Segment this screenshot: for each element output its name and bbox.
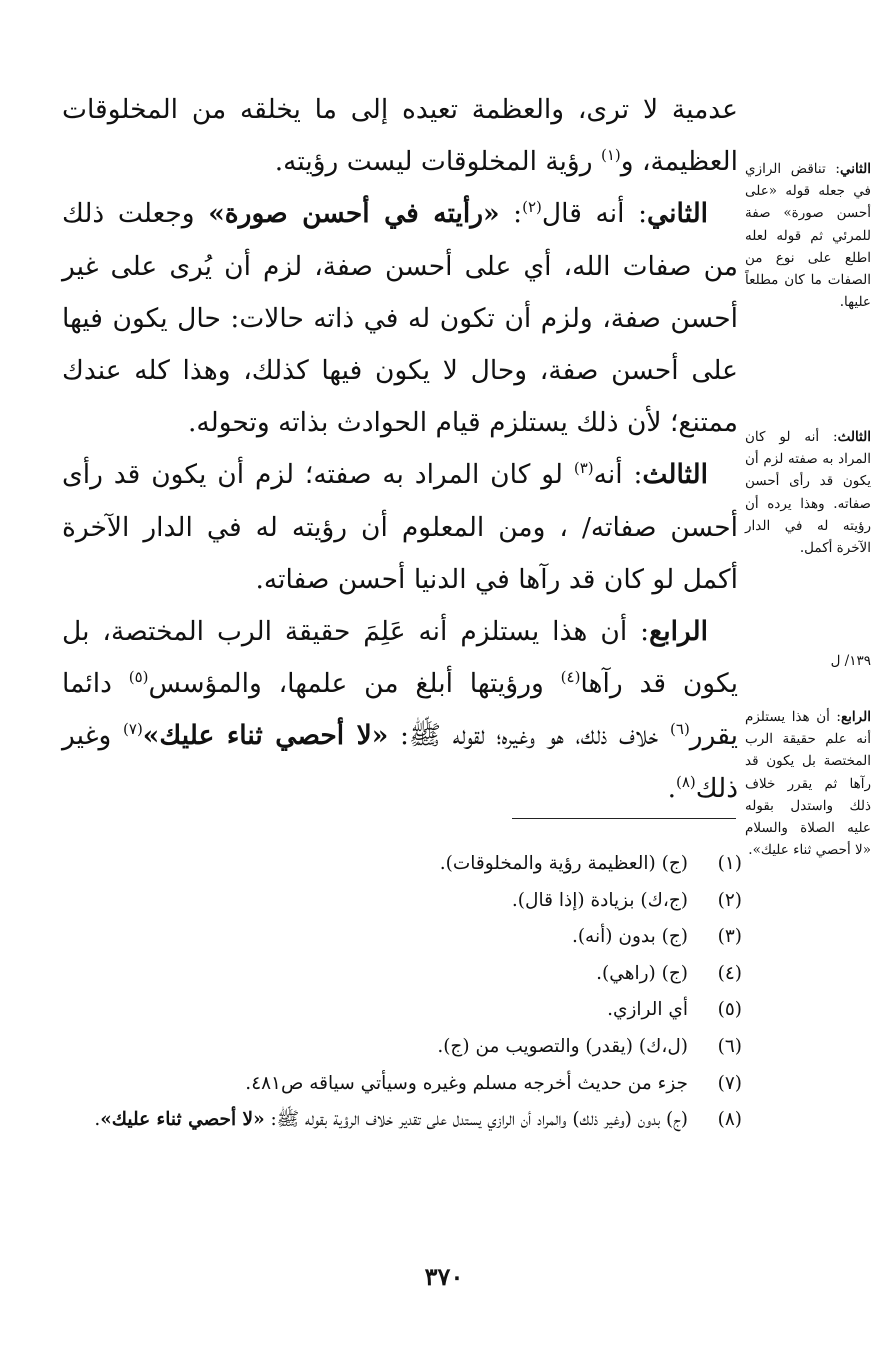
footnote-number: (٨) — [717, 1109, 742, 1131]
footnote-separator — [512, 818, 736, 819]
footnote-ref[interactable]: (٦) — [670, 720, 690, 739]
footnote-text: (ج) (العظيمة رؤية والمخلوقات). — [439, 853, 688, 874]
footnote-3 — [62, 919, 742, 956]
hadith-quote: «لا أحصي ثناء عليك» — [142, 720, 389, 752]
footnote-5 — [62, 992, 742, 1029]
paragraph-2 — [62, 188, 738, 449]
footnote-text: (ج،ك) بزيادة (إذا قال). — [511, 889, 688, 911]
text-run: : أن هذا يستلزم أنه عَلِمَ حقيقة الرب المختصة، بل يكون قد رآها — [62, 616, 739, 700]
footnote-text-run: (ج) بدون (وغير ذلك) والمراد أن الرازي يستدل على تقدير خلاف الرؤية بقوله ﷺ: — [264, 1109, 688, 1131]
margin-note-text: : تناقض الرازي في جعله قوله «على أحسن صورة» صفة للمرئي ثم قوله لعله اطلع على نوع من الصفات ما كان مطلعاً عليها. — [745, 161, 871, 311]
footnote-text: (ج) بدون (أنه). — [571, 926, 688, 948]
footnote-8 — [62, 1102, 742, 1139]
footnote-text: أي الرازي. — [607, 999, 688, 1021]
footnote-1 — [62, 846, 742, 883]
footnote-7 — [62, 1066, 742, 1103]
footnote-ref[interactable]: (٨) — [676, 772, 696, 791]
text-run: خلاف ذلك، هو وغيره؛ لقوله ﷺ: — [388, 720, 671, 752]
footnote-text-run: . — [94, 1109, 101, 1131]
footnote-ref[interactable]: (٣) — [573, 459, 594, 478]
text-run: . — [667, 772, 676, 804]
footnote-number: (٧) — [717, 1072, 742, 1094]
footnote-ref[interactable]: (٥) — [128, 668, 149, 687]
text-run: : أنه قال — [541, 198, 648, 230]
text-run: دائما يقرر — [62, 668, 738, 752]
footnote-number: (١) — [717, 853, 742, 874]
text-run: : — [499, 198, 523, 230]
hadith-quote: «رأيته في أحسن صورة» — [208, 198, 500, 230]
text-run: وجعلت ذلك من صفات الله، أي على أحسن صفة، لزم أن يُرى على غير أحسن صفة، ولزم أن تكون له في ذاته حالات: حال يكون فيها على أحسن صفة، وحال لا يكون فيها كذلك، وهذا كله عندك ممتنع؛ لأن ذلك يستلزم قيام الحوادث بذاته وتحوله. — [62, 198, 738, 439]
footnote-ref[interactable]: (٧) — [123, 720, 143, 739]
footnote-number: (٣) — [717, 926, 742, 948]
page-number: ٣٧٠ — [424, 1262, 464, 1291]
margin-note-4 — [745, 706, 871, 861]
manuscript-folio-marker — [745, 650, 871, 672]
footnote-2 — [62, 883, 742, 920]
footnotes — [62, 846, 742, 1139]
margin-note-lead: الثالث — [837, 429, 871, 445]
hadith-quote: «لا أحصي ثناء عليك» — [100, 1109, 265, 1131]
footnote-6 — [62, 1029, 742, 1066]
footnote-text: (ج) (راهي). — [596, 962, 688, 984]
text-run: عدمية لا ترى، والعظمة تعيده إلى ما يخلقه من المخلوقات العظيمة، و — [62, 94, 738, 178]
margin-note-3 — [745, 426, 871, 559]
text-run: لو كان المراد به صفته؛ لزم أن يكون قد رأى أحسن صفاته/ ، ومن المعلوم أن رؤيته له في الدار الآخرة أكمل لو كان قد رآها في الدنيا أحسن صفاته. — [62, 459, 738, 595]
text-run: رؤية المخلوقات ليست رؤيته. — [274, 146, 601, 178]
footnote-4 — [62, 956, 742, 993]
section-lead: الرابع — [649, 616, 708, 648]
section-lead: الثاني — [647, 198, 709, 230]
paragraph-3 — [62, 449, 738, 606]
margin-note-text: : أن هذا يستلزم أنه علم حقيقة الرب المختصة بل يكون قد رآها ثم يقرر خلاف ذلك واستدل بقوله عليه الصلاة والسلام «لا أحصي ثناء عليك». — [745, 709, 871, 859]
main-text — [62, 84, 738, 815]
footnote-number: (٥) — [717, 999, 742, 1021]
margin-note-text: : أنه لو كان المراد به صفته لزم أن يكون قد رأى أحسن صفاته. وهذا يرده أن رؤيته له في الدار الآخرة أكمل. — [745, 429, 871, 557]
section-lead: الثالث — [642, 459, 708, 491]
margin-note-lead: الرابع — [840, 709, 871, 725]
folio-number: ١٣٩/ ل — [830, 653, 871, 669]
footnote-number: (٦) — [717, 1035, 742, 1057]
footnote-text: جزء من حديث أخرجه مسلم وغيره وسيأتي سياقه ص٤٨١. — [245, 1072, 688, 1094]
paragraph-4 — [62, 606, 738, 815]
paragraph-1 — [62, 84, 738, 188]
footnote-ref[interactable]: (٤) — [560, 668, 581, 687]
footnote-number: (٤) — [717, 962, 742, 984]
margin-note-lead: الثاني — [839, 161, 871, 177]
footnote-text — [62, 1102, 702, 1139]
footnote-number: (٢) — [717, 889, 742, 911]
footnote-text: (ل،ك) (يقدر) والتصويب من (ج). — [437, 1035, 688, 1057]
text-run: وغير ذلك — [62, 720, 738, 804]
margin-note-2 — [745, 158, 871, 313]
footnote-ref[interactable]: (١) — [600, 146, 621, 165]
text-run: : أنه — [593, 459, 643, 491]
footnote-ref[interactable]: (٢) — [522, 198, 542, 217]
text-run: ورؤيتها أبلغ من علمها، والمؤسس — [148, 668, 561, 700]
